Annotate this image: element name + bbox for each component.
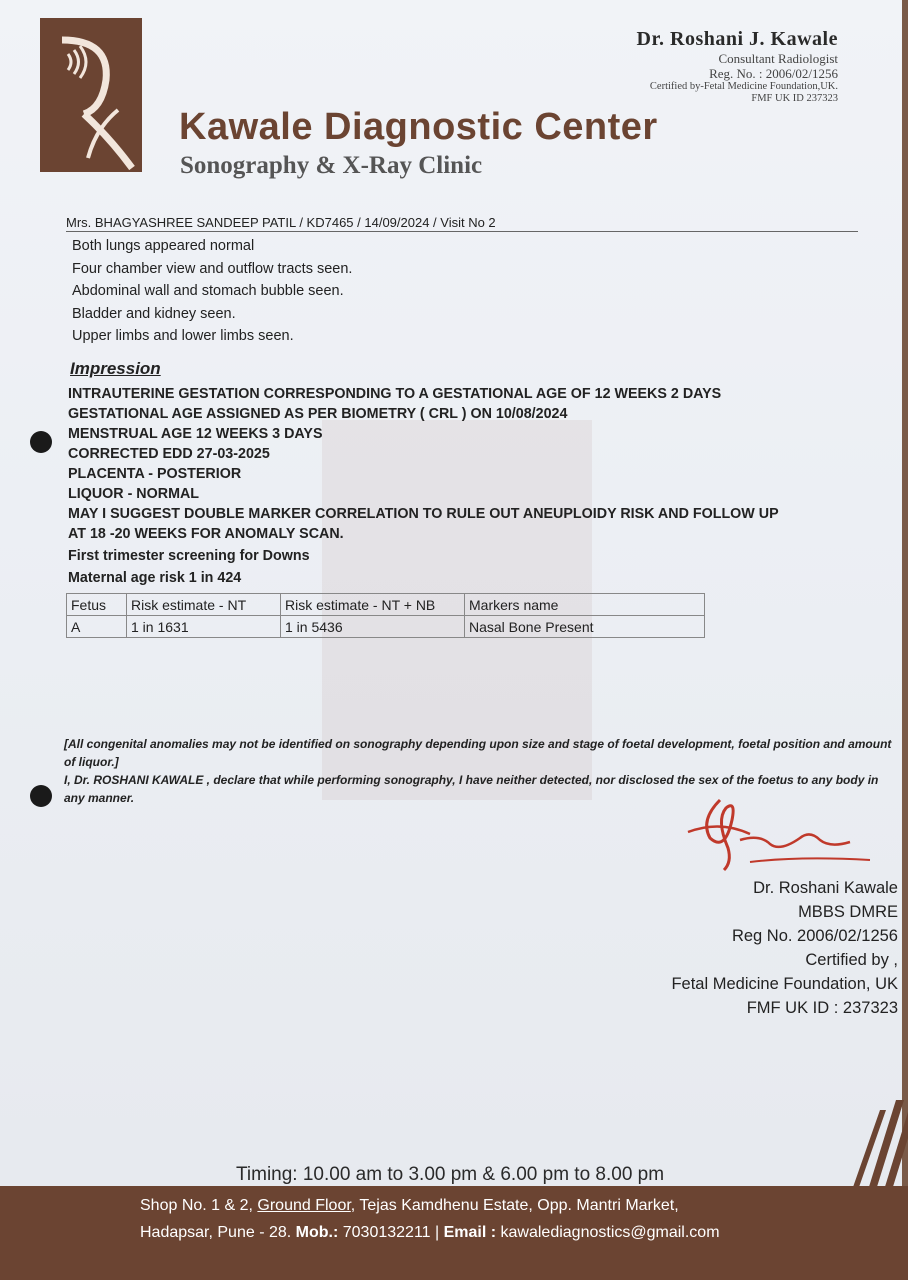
impression-line: LIQUOR - NORMAL <box>68 486 200 502</box>
impression-line: AT 18 -20 WEEKS FOR ANOMALY SCAN. <box>68 526 344 542</box>
impression-heading: Impression <box>70 359 161 378</box>
impression-line: MENSTRUAL AGE 12 WEEKS 3 DAYS <box>68 426 323 442</box>
mobile-label: Mob.: <box>295 1224 339 1241</box>
email-label: Email : <box>443 1224 497 1241</box>
table-header-cell: Risk estimate - NT + NB <box>281 594 465 616</box>
decorative-stripes <box>818 1040 908 1190</box>
address-ground-floor: Ground Floor <box>257 1197 351 1214</box>
table-row <box>67 616 705 638</box>
doctor-certified: Certified by-Fetal Medicine Foundation,UK. <box>649 81 838 92</box>
maternal-risk-line: Maternal age risk 1 in 424 <box>68 570 242 586</box>
doctor-fmf: FMF UK ID 237323 <box>751 93 838 104</box>
impression-block <box>68 384 878 588</box>
screening-line: First trimester screening for Downs <box>68 548 310 564</box>
impression-line: GESTATIONAL AGE ASSIGNED AS PER BIOMETRY ( CRL ) ON 10/08/2024 <box>68 406 568 422</box>
footer-line-1 <box>140 1192 900 1219</box>
table-cell: 1 in 1631 <box>127 616 281 638</box>
impression-line: PLACENTA - POSTERIOR <box>68 466 242 482</box>
finding-item: Abdominal wall and stomach bubble seen. <box>72 283 344 299</box>
address-city: Hadapsar, Pune - 28. <box>140 1224 296 1241</box>
impression-line: CORRECTED EDD 27-03-2025 <box>68 446 270 462</box>
footer-line-2 <box>140 1219 900 1246</box>
findings-list <box>72 238 352 351</box>
center-subtitle: Sonography & X-Ray Clinic <box>180 152 483 179</box>
table-cell: Nasal Bone Present <box>465 616 705 638</box>
doctor-header <box>637 28 838 105</box>
table-header-row <box>67 594 705 616</box>
sign-name: Dr. Roshani Kawale <box>753 879 898 897</box>
risk-table <box>66 593 705 638</box>
sign-fmf: FMF UK ID : 237323 <box>746 999 898 1017</box>
table-cell: A <box>67 616 127 638</box>
center-name: Kawale Diagnostic Center <box>179 106 658 148</box>
signature-block <box>671 876 898 1020</box>
impression-line: INTRAUTERINE GESTATION CORRESPONDING TO A GESTATIONAL AGE OF 12 WEEKS 2 DAYS <box>68 386 722 402</box>
email-address: kawalediagnostics@gmail.com <box>496 1224 720 1241</box>
hole-punch-mark <box>30 785 52 807</box>
finding-item: Both lungs appeared normal <box>72 238 255 254</box>
finding-item: Four chamber view and outflow tracts seen. <box>72 260 353 277</box>
table-header-cell: Markers name <box>465 594 705 616</box>
finding-item: Bladder and kidney seen. <box>72 305 236 322</box>
hole-punch-mark <box>30 431 52 453</box>
sign-reg: Reg No. 2006/02/1256 <box>731 927 898 945</box>
clinic-timing: Timing: 10.00 am to 3.00 pm & 6.00 pm to 8.00 pm <box>236 1164 665 1185</box>
table-cell: 1 in 5436 <box>281 616 465 638</box>
clinic-logo <box>40 18 142 172</box>
sign-foundation: Fetal Medicine Foundation, UK <box>671 975 898 993</box>
disclaimer-sex-declaration: I, Dr. ROSHANI KAWALE , declare that while performing sonography, I have neither detected, nor disclosed the sex of the foetus to any body in any manner. <box>64 773 879 805</box>
sign-degree: MBBS DMRE <box>798 903 898 921</box>
doctor-name: Dr. Roshani J. Kawale <box>636 28 838 50</box>
doctor-title: Consultant Radiologist <box>718 51 838 66</box>
table-header-cell: Risk estimate - NT <box>127 594 281 616</box>
footer-address <box>140 1192 900 1246</box>
doctor-signature <box>680 790 880 880</box>
patient-details: Mrs. BHAGYASHREE SANDEEP PATIL / KD7465 / 14/09/2024 / Visit No 2 <box>66 215 858 232</box>
table-header-cell: Fetus <box>67 594 127 616</box>
address-part: , Tejas Kamdhenu Estate, Opp. Mantri Market, <box>350 1197 679 1214</box>
doctor-reg: Reg. No. : 2006/02/1256 <box>709 66 838 81</box>
impression-line: MAY I SUGGEST DOUBLE MARKER CORRELATION TO RULE OUT ANEUPLOIDY RISK AND FOLLOW UP <box>68 506 779 522</box>
sign-certified: Certified by , <box>805 951 898 969</box>
address-part: Shop No. 1 & 2, <box>140 1197 258 1214</box>
disclaimer-anomalies: [All congenital anomalies may not be identified on sonography depending upon size and stage of foetal development, foetal position and amount of liquor.] <box>64 737 892 769</box>
finding-item: Upper limbs and lower limbs seen. <box>72 328 294 344</box>
mobile-number: 7030132211 | <box>338 1224 444 1241</box>
